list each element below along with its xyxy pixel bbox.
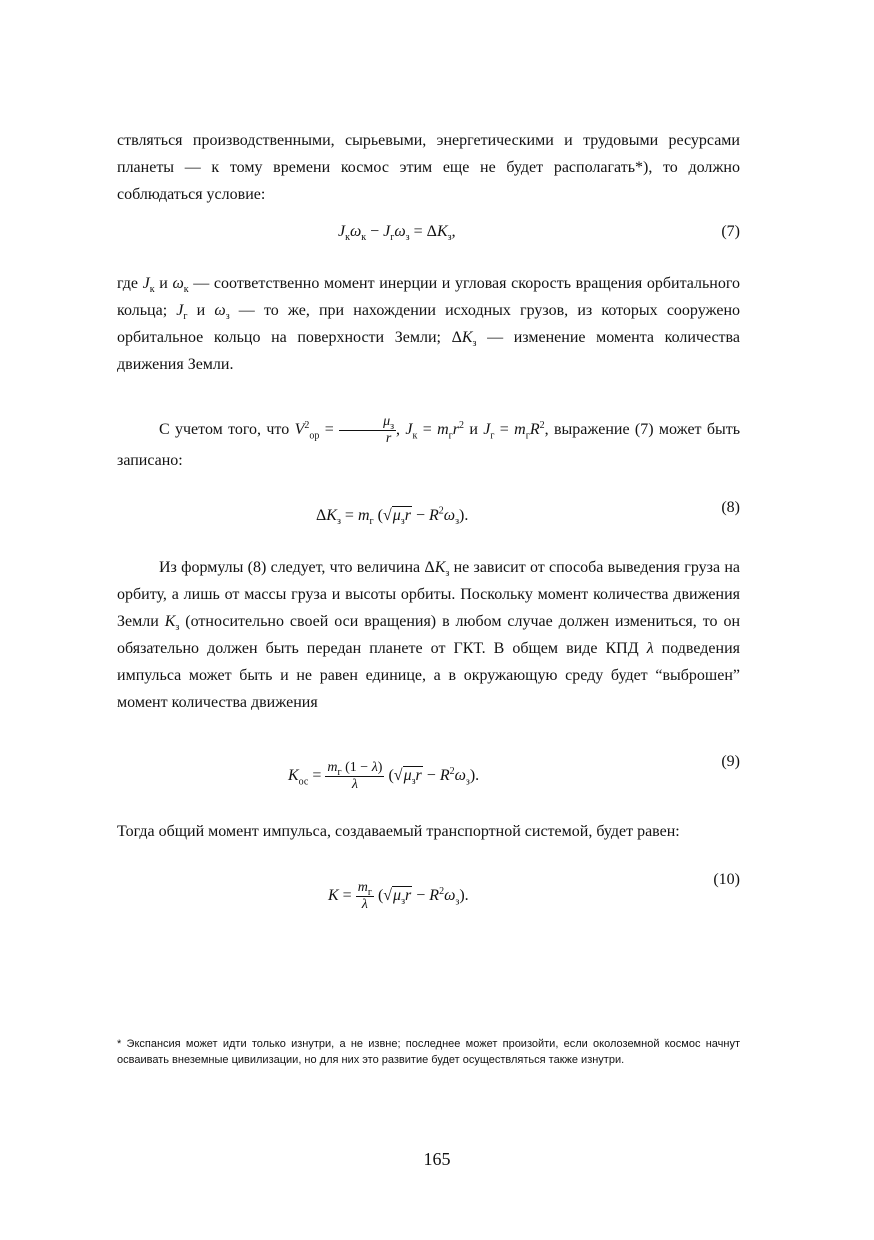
equation-9: $K_{ос}$ = $\frac{m_г (1 - \lambda)}{\lambda}$ $(√\mu_зr - R^2\omega_з)$.: [288, 760, 480, 792]
equation-10: K = $\frac{m_г}{\lambda}$ $(√\mu_зr - R^2\omega_з)$.: [328, 880, 469, 912]
paragraph-substitution: С учетом того, что $V^2_{ор}$ = $\frac{\mu_з}{r}$ , $J_к = m_гr^2$ и $J_г = m_гR^2$, выражение (7) может быть записано:: [117, 414, 741, 469]
equation-10-number: (10): [713, 871, 740, 888]
paragraph-analysis: Из формулы (8) следует, что величина $\Delta K_з$ не зависит от способа выведения груза на орбиту, а лишь от массы груза и высоты орбиты. Поскольку момент количества движения Земли $K_з$ (относительно своей оси вращения) в любом случае должен измениться, то он обязательно должен быть передан планете от ГКТ. В общем виде КПД λ подведения импульса может быть и не равен единице, а в окружающую среду будет “выброшен” момент количества движения: [117, 559, 741, 711]
page-number: 165: [423, 1149, 451, 1169]
footnote-text: Экспансия может идти только изнутри, а не извне; последнее может произойти, если околоземной космос начнут осваивать внеземные цивилизации, но для них это развитие будет осуществляться также изнутри.: [117, 1038, 740, 1066]
paragraph-total-momentum: Тогда общий момент импульса, создаваемый транспортной системой, будет равен:: [117, 823, 680, 840]
equation-7-number: (7): [721, 223, 740, 240]
footnote-marker: *: [117, 1038, 122, 1050]
paragraph-definitions: где $J_к$ и $\omega_к$ — соответственно момент инерции и угловая скорость вращения орбитального кольца; $J_г$ и $\omega_з$ — то же, при нахождении исходных грузов, из которых сооружено орбитальное кольцо на поверхности Земли; $\Delta K_з$ — изменение момента количества движения Земли.: [117, 275, 741, 373]
footnote: [117, 1036, 740, 1068]
paragraph-continuation: ствляться производственными, сырьевыми, энергетическими и трудовыми ресурсами планеты — к тому времени космос этим еще не будет располагать*), то должно соблюдаться условие:: [117, 132, 740, 203]
equation-8: $\Delta K_з = m_г$ $(√\mu_зr - R^2\omega_з)$.: [316, 505, 469, 528]
equation-9-number: (9): [721, 753, 740, 770]
equation-7: $J_к\omega_к - J_г\omega_з = \Delta K_з$,: [338, 223, 456, 244]
equation-8-number: (8): [721, 499, 740, 516]
